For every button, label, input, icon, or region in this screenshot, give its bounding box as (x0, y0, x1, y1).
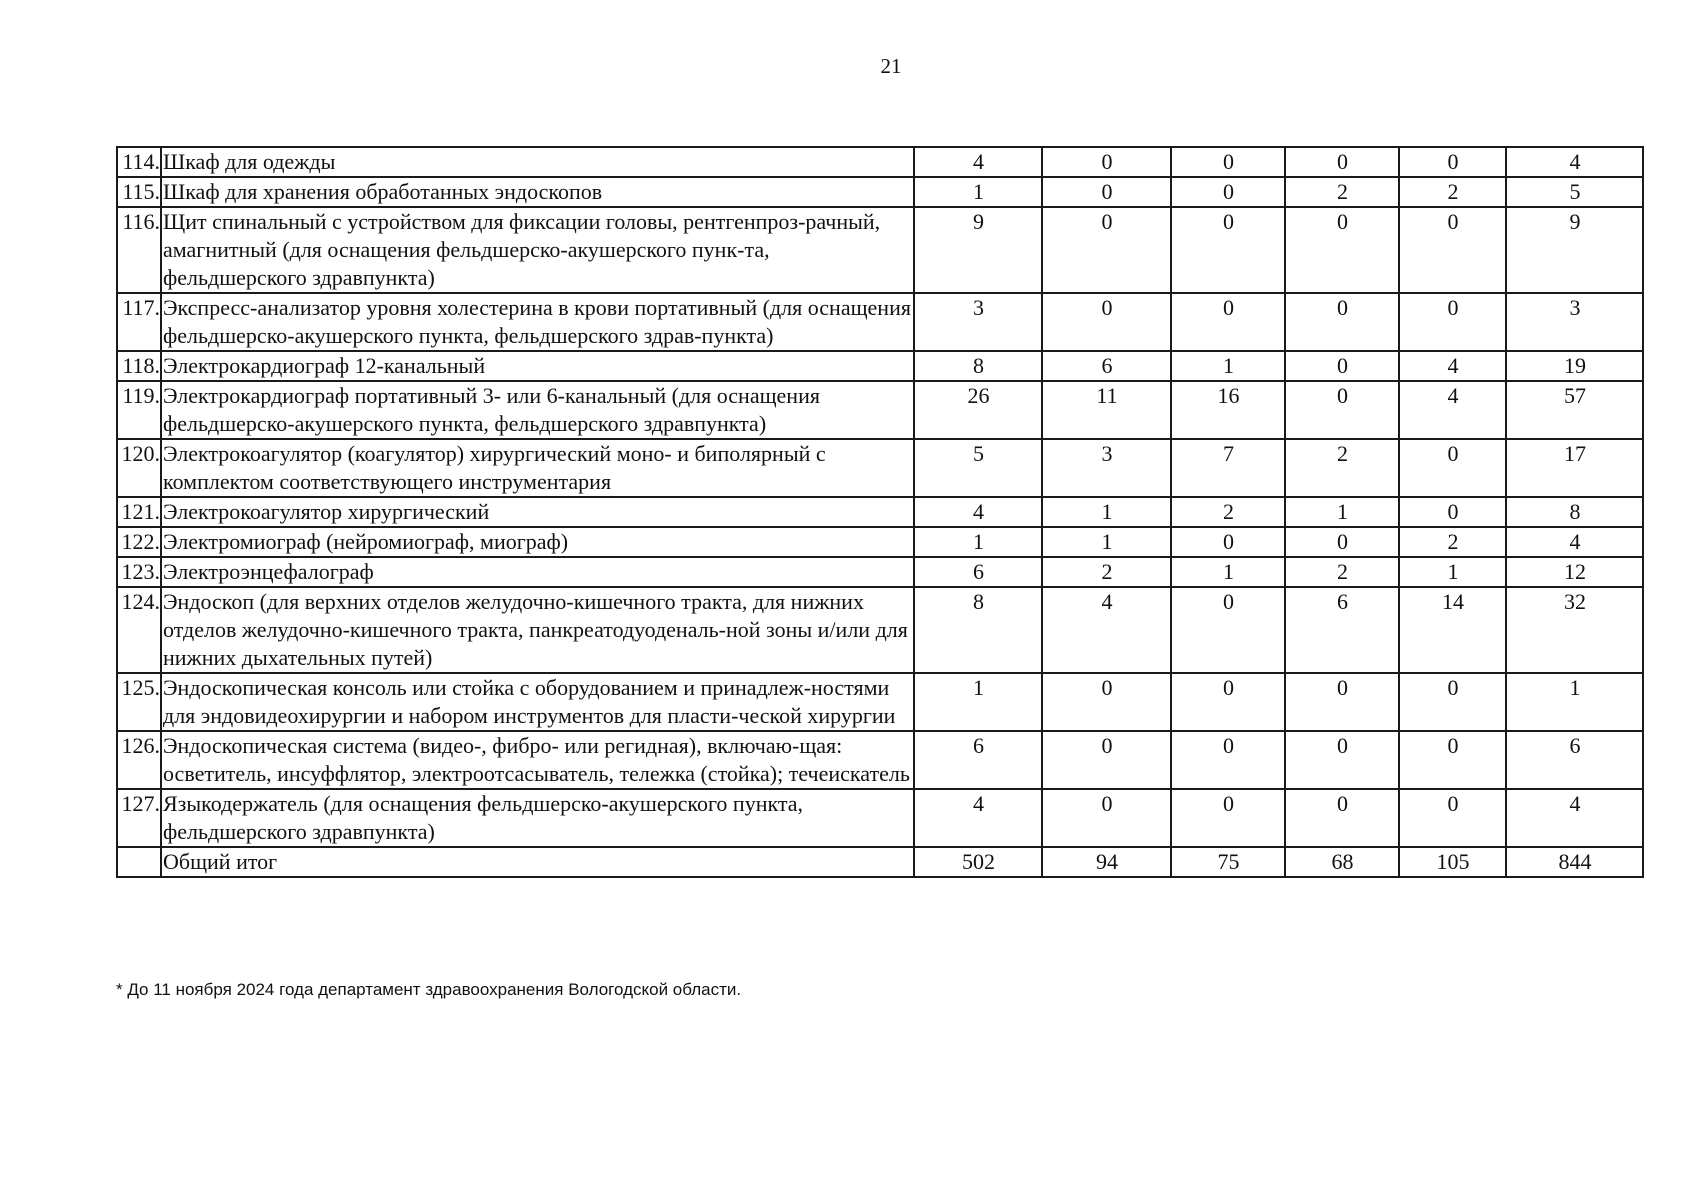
value-cell: 68 (1285, 847, 1399, 877)
value-cell: 0 (1171, 673, 1285, 731)
value-cell: 75 (1171, 847, 1285, 877)
table-row (117, 789, 1643, 847)
table-row (117, 147, 1643, 177)
value-cell: 0 (1171, 207, 1285, 293)
value-cell: 94 (1042, 847, 1171, 877)
value-cell: 3 (1042, 439, 1171, 497)
table-row (117, 293, 1643, 351)
value-cell: 0 (1399, 731, 1506, 789)
value-cell: 9 (1506, 207, 1643, 293)
value-cell: 0 (1285, 731, 1399, 789)
table-row (117, 527, 1643, 557)
table-row (117, 351, 1643, 381)
value-cell: 0 (1042, 147, 1171, 177)
row-number: 117. (117, 293, 161, 351)
value-cell: 0 (1285, 381, 1399, 439)
value-cell: 7 (1171, 439, 1285, 497)
item-name: Эндоскопическая консоль или стойка с оборудованием и принадлеж-ностями для эндовидеохирургии и набором инструментов для пласти-ческой хирургии (161, 673, 914, 731)
value-cell: 4 (1042, 587, 1171, 673)
value-cell: 0 (1285, 147, 1399, 177)
item-name: Электроэнцефалограф (161, 557, 914, 587)
value-cell: 16 (1171, 381, 1285, 439)
value-cell: 105 (1399, 847, 1506, 877)
value-cell: 0 (1042, 293, 1171, 351)
value-cell: 0 (1171, 293, 1285, 351)
item-name: Эндоскоп (для верхних отделов желудочно-кишечного тракта, для нижних отделов желудочно-кишечного тракта, панкреатодуоденаль-ной зоны и/или для нижних дыхательных путей) (161, 587, 914, 673)
item-name: Шкаф для одежды (161, 147, 914, 177)
value-cell: 6 (1285, 587, 1399, 673)
value-cell: 0 (1171, 527, 1285, 557)
row-number: 126. (117, 731, 161, 789)
value-cell: 0 (1285, 673, 1399, 731)
row-number: 125. (117, 673, 161, 731)
value-cell: 3 (914, 293, 1042, 351)
value-cell: 26 (914, 381, 1042, 439)
value-cell: 0 (1399, 293, 1506, 351)
value-cell: 4 (1399, 351, 1506, 381)
value-cell: 0 (1285, 351, 1399, 381)
value-cell: 6 (1042, 351, 1171, 381)
footnote: * До 11 ноября 2024 года департамент здравоохранения Вологодской области. (116, 980, 742, 999)
table-row (117, 177, 1643, 207)
value-cell: 0 (1171, 177, 1285, 207)
value-cell: 4 (1399, 381, 1506, 439)
value-cell: 0 (1399, 789, 1506, 847)
value-cell: 5 (914, 439, 1042, 497)
value-cell: 19 (1506, 351, 1643, 381)
value-cell: 0 (1042, 731, 1171, 789)
value-cell: 1 (1506, 673, 1643, 731)
row-number: 122. (117, 527, 161, 557)
table-row (117, 731, 1643, 789)
value-cell: 3 (1506, 293, 1643, 351)
value-cell: 0 (1171, 587, 1285, 673)
value-cell: 0 (1399, 439, 1506, 497)
value-cell: 4 (1506, 527, 1643, 557)
value-cell: 1 (1171, 351, 1285, 381)
value-cell: 1 (914, 177, 1042, 207)
item-name: Электромиограф (нейромиограф, миограф) (161, 527, 914, 557)
row-number: 119. (117, 381, 161, 439)
item-name: Шкаф для хранения обработанных эндоскопов (161, 177, 914, 207)
row-number: 127. (117, 789, 161, 847)
item-name: Электрокоагулятор (коагулятор) хирургический моно- и биполярный с комплектом соответствующего инструментария (161, 439, 914, 497)
value-cell: 1 (1042, 527, 1171, 557)
value-cell: 1 (1042, 497, 1171, 527)
table-row (117, 207, 1643, 293)
item-name: Электрокоагулятор хирургический (161, 497, 914, 527)
item-name: Языкодержатель (для оснащения фельдшерско-акушерского пункта, фельдшерского здравпункта) (161, 789, 914, 847)
table-row (117, 673, 1643, 731)
value-cell: 4 (914, 497, 1042, 527)
value-cell: 2 (1285, 177, 1399, 207)
value-cell: 8 (914, 587, 1042, 673)
table-row (117, 497, 1643, 527)
value-cell: 0 (1042, 789, 1171, 847)
item-name: Электрокардиограф портативный 3- или 6-канальный (для оснащения фельдшерско-акушерского пункта, фельдшерского здравпункта) (161, 381, 914, 439)
value-cell: 2 (1399, 177, 1506, 207)
row-number: 120. (117, 439, 161, 497)
value-cell: 5 (1506, 177, 1643, 207)
value-cell: 17 (1506, 439, 1643, 497)
item-name: Общий итог (161, 847, 914, 877)
value-cell: 844 (1506, 847, 1643, 877)
value-cell: 0 (1171, 147, 1285, 177)
value-cell: 4 (914, 147, 1042, 177)
equipment-table (116, 146, 1644, 878)
value-cell: 0 (1399, 673, 1506, 731)
value-cell: 11 (1042, 381, 1171, 439)
item-name: Эндоскопическая система (видео-, фибро- или регидная), включаю-щая: осветитель, инсуффлятор, электроотсасыватель, тележка (стойка); течеискатель (161, 731, 914, 789)
row-number: 116. (117, 207, 161, 293)
item-name: Экспресс-анализатор уровня холестерина в крови портативный (для оснащения фельдшерско-акушерского пункта, фельдшерского здрав-пункта) (161, 293, 914, 351)
item-name: Электрокардиограф 12-канальный (161, 351, 914, 381)
value-cell: 2 (1285, 439, 1399, 497)
value-cell: 4 (1506, 789, 1643, 847)
value-cell: 0 (1171, 731, 1285, 789)
value-cell: 9 (914, 207, 1042, 293)
value-cell: 0 (1399, 147, 1506, 177)
value-cell: 0 (1399, 497, 1506, 527)
value-cell: 1 (914, 673, 1042, 731)
value-cell: 0 (1285, 207, 1399, 293)
value-cell: 57 (1506, 381, 1643, 439)
value-cell: 0 (1285, 293, 1399, 351)
value-cell: 12 (1506, 557, 1643, 587)
row-number (117, 847, 161, 877)
value-cell: 1 (1399, 557, 1506, 587)
value-cell: 2 (1399, 527, 1506, 557)
value-cell: 0 (1399, 207, 1506, 293)
value-cell: 4 (1506, 147, 1643, 177)
table-row (117, 381, 1643, 439)
value-cell: 0 (1042, 177, 1171, 207)
page-number: 21 (880, 54, 902, 78)
item-name: Щит спинальный с устройством для фиксации головы, рентгенпроз-рачный, амагнитный (для оснащения фельдшерско-акушерского пунк-та, фельдшерского здравпункта) (161, 207, 914, 293)
value-cell: 0 (1042, 207, 1171, 293)
value-cell: 8 (914, 351, 1042, 381)
row-number: 118. (117, 351, 161, 381)
value-cell: 0 (1285, 789, 1399, 847)
value-cell: 2 (1042, 557, 1171, 587)
value-cell: 0 (1171, 789, 1285, 847)
value-cell: 6 (914, 731, 1042, 789)
table-body (117, 147, 1643, 877)
value-cell: 6 (914, 557, 1042, 587)
value-cell: 0 (1285, 527, 1399, 557)
table-row (117, 587, 1643, 673)
value-cell: 4 (914, 789, 1042, 847)
value-cell: 1 (914, 527, 1042, 557)
value-cell: 0 (1042, 673, 1171, 731)
value-cell: 502 (914, 847, 1042, 877)
table-row (117, 557, 1643, 587)
row-number: 115. (117, 177, 161, 207)
value-cell: 2 (1171, 497, 1285, 527)
table-row (117, 439, 1643, 497)
row-number: 123. (117, 557, 161, 587)
total-row (117, 847, 1643, 877)
value-cell: 14 (1399, 587, 1506, 673)
value-cell: 1 (1171, 557, 1285, 587)
row-number: 121. (117, 497, 161, 527)
value-cell: 8 (1506, 497, 1643, 527)
value-cell: 2 (1285, 557, 1399, 587)
row-number: 124. (117, 587, 161, 673)
value-cell: 1 (1285, 497, 1399, 527)
value-cell: 32 (1506, 587, 1643, 673)
row-number: 114. (117, 147, 161, 177)
value-cell: 6 (1506, 731, 1643, 789)
